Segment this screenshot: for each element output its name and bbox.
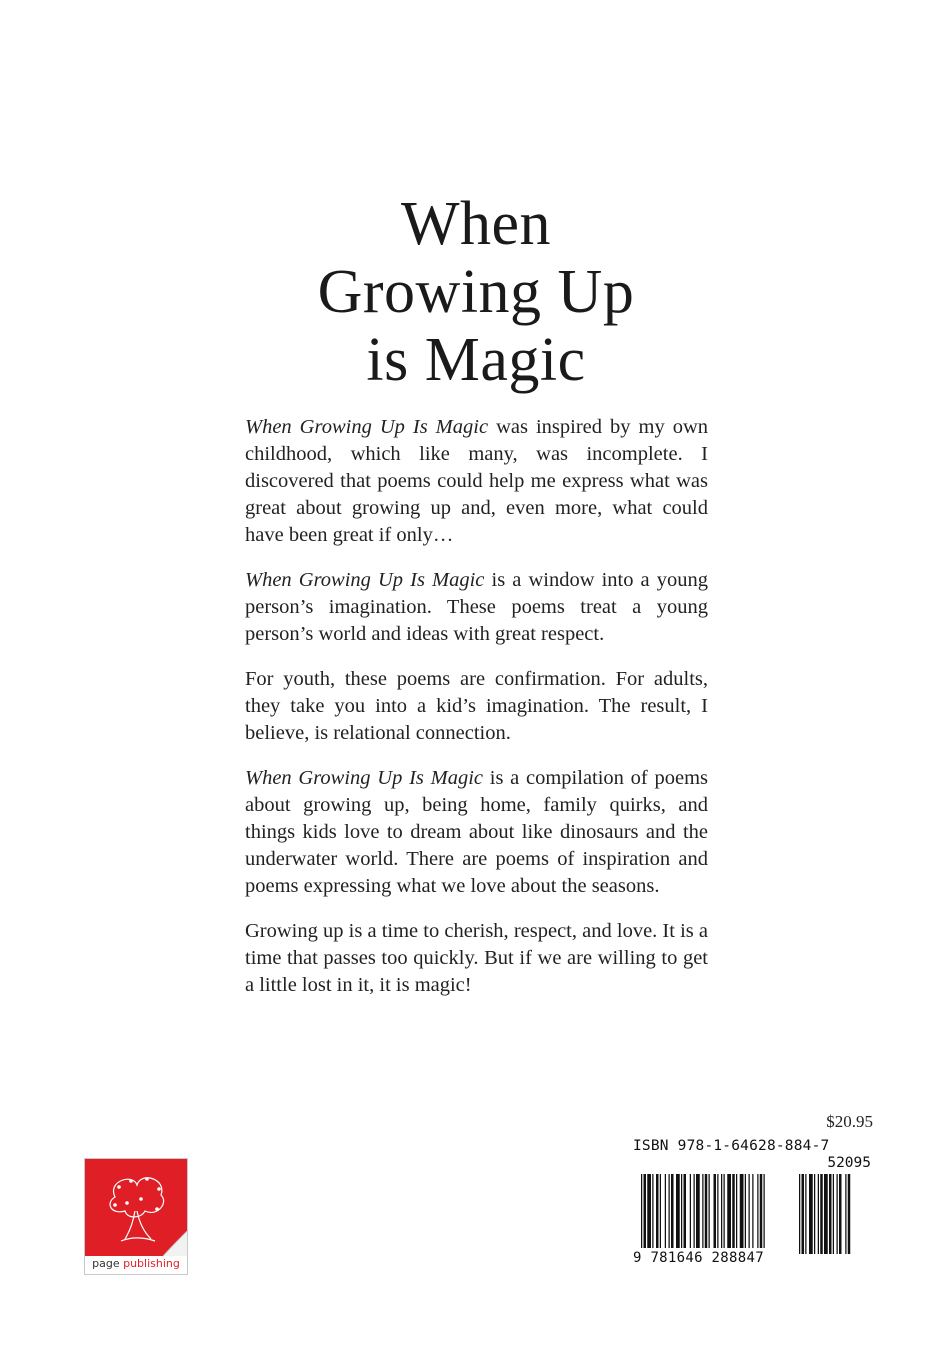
ean-digits: 9 781646 288847 bbox=[633, 1250, 764, 1266]
barcode-bars bbox=[633, 1174, 871, 1256]
tree-icon bbox=[85, 1159, 187, 1256]
barcode-bar bbox=[690, 1174, 691, 1248]
paragraph-text: was inspired by my own childhood, which like many, was incomplete. I discovered that poems could help me express what was great about growing up and, even more, what could have been great if only… bbox=[245, 416, 708, 546]
barcode-bar bbox=[705, 1174, 708, 1248]
barcode-bar bbox=[724, 1174, 725, 1248]
barcode-bar bbox=[656, 1174, 659, 1248]
addon-bar bbox=[814, 1174, 815, 1254]
barcode-bar bbox=[696, 1174, 700, 1248]
description-paragraph-2 bbox=[245, 567, 708, 648]
addon-bar bbox=[820, 1174, 823, 1254]
barcode-bar bbox=[721, 1174, 722, 1248]
addon-bar bbox=[824, 1174, 828, 1254]
title-line-2: Growing Up bbox=[317, 258, 635, 326]
barcode-bar bbox=[694, 1174, 695, 1248]
barcode-bar bbox=[764, 1174, 765, 1248]
isbn-text: ISBN 978-1-64628-884-7 bbox=[633, 1138, 830, 1154]
barcode-bar bbox=[740, 1174, 744, 1248]
barcode-bar bbox=[660, 1174, 661, 1248]
book-title-reference: When Growing Up Is Magic bbox=[245, 767, 484, 789]
barcode-bar bbox=[736, 1174, 737, 1248]
barcode-bar bbox=[752, 1174, 753, 1248]
barcode-bar bbox=[644, 1174, 647, 1248]
barcode-bar bbox=[669, 1174, 670, 1248]
addon-bar bbox=[839, 1174, 842, 1254]
description-paragraph-4 bbox=[245, 765, 708, 900]
publisher-name-part1: page bbox=[92, 1257, 120, 1270]
barcode-bar bbox=[681, 1174, 682, 1248]
addon-bar bbox=[837, 1174, 838, 1254]
barcode-bar bbox=[745, 1174, 746, 1248]
barcode-bar bbox=[671, 1174, 674, 1248]
paragraph-text: is a window into a young person’s imagination. These poems treat a young person’s world and ideas with great respect. bbox=[245, 569, 708, 645]
addon-bar bbox=[809, 1174, 813, 1254]
barcode-bar bbox=[757, 1174, 758, 1248]
addon-bar bbox=[799, 1174, 800, 1254]
barcode-bar bbox=[676, 1174, 680, 1248]
description-paragraph-3 bbox=[245, 666, 708, 747]
publisher-logo bbox=[84, 1158, 188, 1275]
price-addon-code: 52095 bbox=[827, 1155, 871, 1171]
barcode-bar bbox=[665, 1174, 666, 1248]
barcode-bar bbox=[760, 1174, 763, 1248]
barcode-bar bbox=[717, 1174, 718, 1248]
isbn-barcode bbox=[633, 1138, 871, 1268]
barcode-bar bbox=[727, 1174, 731, 1248]
price-label: $20.95 bbox=[826, 1112, 873, 1131]
addon-bar bbox=[848, 1174, 851, 1254]
book-title-reference: When Growing Up Is Magic bbox=[245, 416, 489, 438]
addon-bar bbox=[818, 1174, 819, 1254]
book-title bbox=[0, 190, 952, 394]
description-paragraph-1 bbox=[245, 414, 708, 549]
paragraph-text: For youth, these poems are confirmation. For adults, they take you into a kid’s imagination. The result, I believe, is relational connection. bbox=[245, 668, 708, 744]
addon-bar bbox=[802, 1174, 805, 1254]
paragraph-text: is a compilation of poems about growing up, being home, family quirks, and things kids love to dream about like dinosaurs and the underwater world. There are poems of inspiration and poems expressing what we love about the seasons. bbox=[245, 767, 709, 897]
barcode-bar bbox=[641, 1174, 642, 1248]
book-title-reference: When Growing Up Is Magic bbox=[245, 569, 485, 591]
barcode-bar bbox=[684, 1174, 687, 1248]
description-paragraph-5 bbox=[245, 918, 708, 999]
addon-bar bbox=[833, 1174, 834, 1254]
title-line-3: is Magic bbox=[366, 326, 586, 394]
logo-badge bbox=[85, 1159, 187, 1256]
barcode-bar bbox=[709, 1174, 710, 1248]
barcode-bar bbox=[702, 1174, 703, 1248]
barcode-bar bbox=[652, 1174, 653, 1248]
barcode-bar bbox=[732, 1174, 735, 1248]
publisher-name bbox=[85, 1257, 187, 1270]
title-line-1: When bbox=[400, 190, 552, 258]
addon-bar bbox=[829, 1174, 832, 1254]
publisher-name-part2: publishing bbox=[119, 1257, 180, 1270]
addon-bar bbox=[845, 1174, 846, 1254]
addon-bar bbox=[805, 1174, 806, 1254]
book-description bbox=[245, 414, 708, 1017]
paragraph-text: Growing up is a time to cherish, respect, and love. It is a time that passes too quickly. But if we are willing to get a little lost in it, it is magic! bbox=[245, 920, 708, 996]
barcode-bar bbox=[714, 1174, 717, 1248]
barcode-bar bbox=[749, 1174, 750, 1248]
barcode-bar bbox=[647, 1174, 651, 1248]
